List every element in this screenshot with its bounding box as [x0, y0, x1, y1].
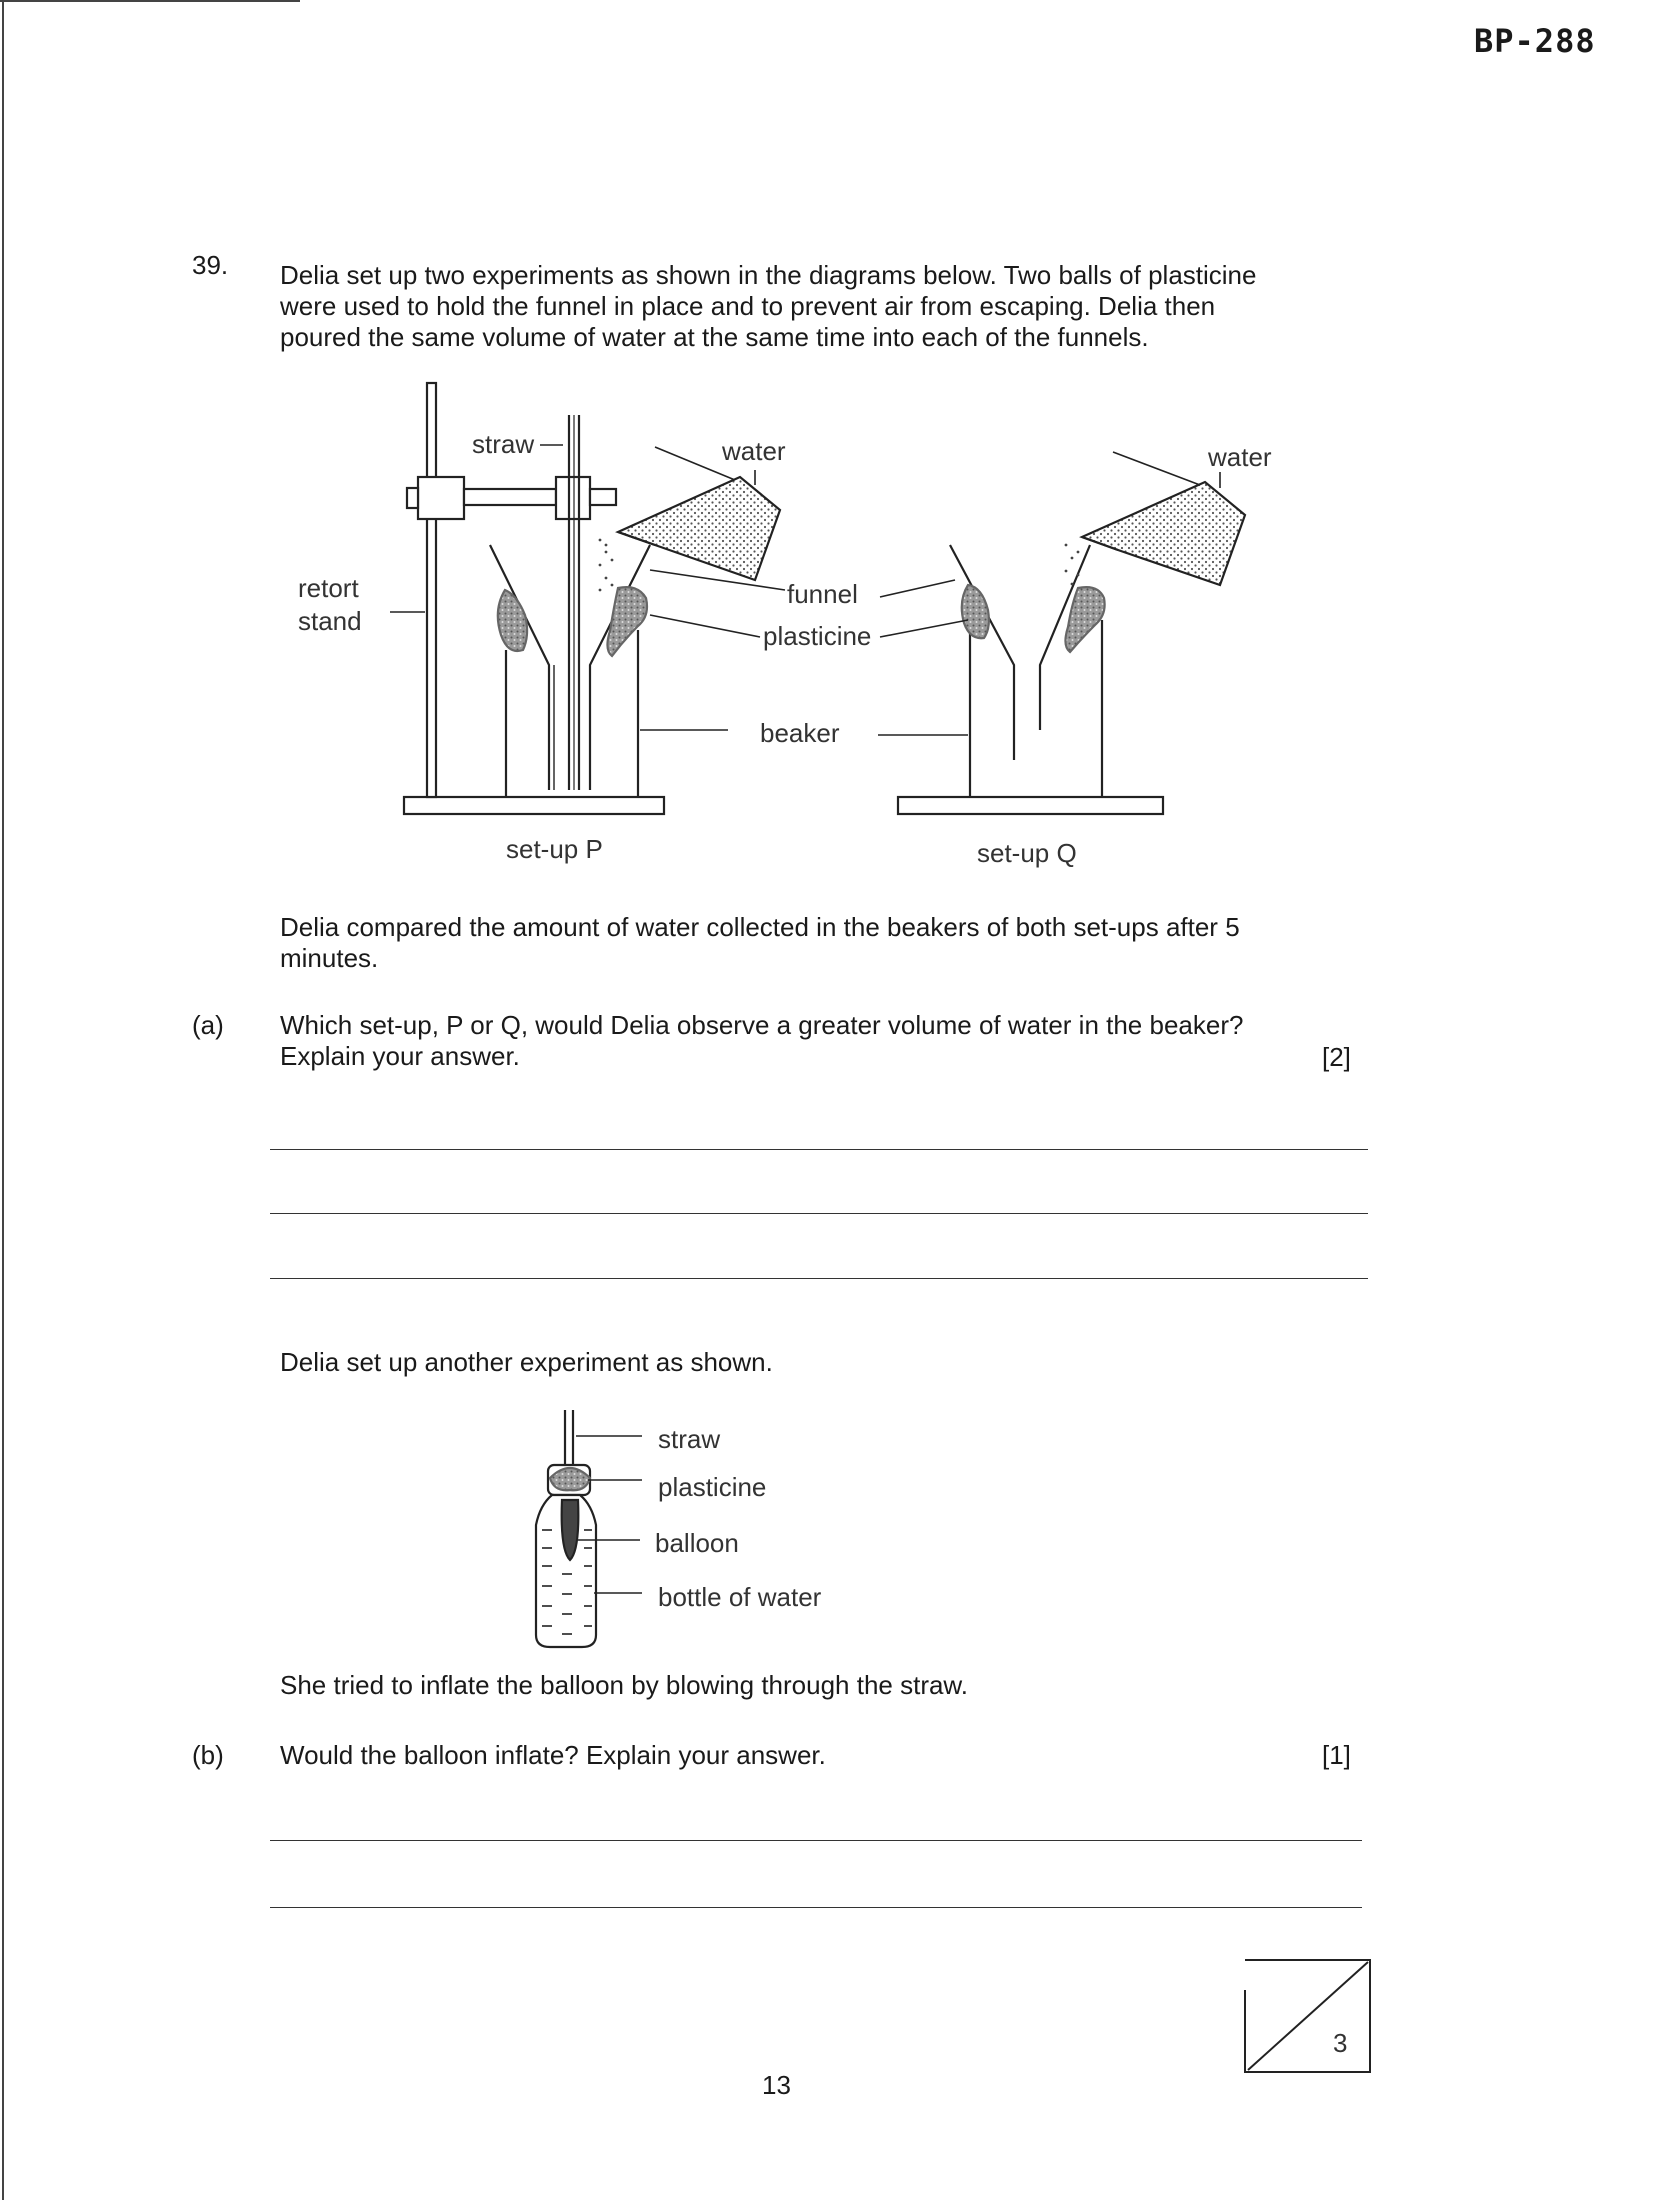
label-bottle-water: bottle of water — [658, 1582, 822, 1612]
funnel-q — [950, 545, 1014, 760]
plasticine-leader-q — [880, 620, 968, 637]
label-setup-p: set-up P — [506, 834, 603, 864]
plasticine-p-right — [607, 587, 647, 656]
balloon — [562, 1500, 579, 1560]
setup-q-diagram — [878, 452, 1245, 814]
label-retort: retort — [298, 573, 359, 603]
another-experiment-text: Delia set up another experiment as shown. — [280, 1347, 773, 1377]
pouring-beaker-q — [1082, 482, 1245, 585]
score-box-value: 3 — [1333, 2028, 1348, 2058]
label-bottle-straw: straw — [658, 1424, 721, 1454]
answer-line-a-2[interactable] — [270, 1213, 1368, 1214]
page-code: BP-288 — [1474, 22, 1596, 60]
label-water-p: water — [722, 436, 786, 466]
tried-text: She tried to inflate the balloon by blowing through the straw. — [280, 1670, 968, 1700]
funnel-leader-q — [880, 580, 955, 597]
answer-line-b-1[interactable] — [270, 1840, 1362, 1841]
label-stand: stand — [298, 606, 362, 636]
plasticine-leader-p — [650, 615, 760, 637]
intro-line-2: were used to hold the funnel in place and to prevent air from escaping. Delia then — [280, 291, 1216, 321]
part-a-line-2: Explain your answer. — [280, 1041, 520, 1071]
label-straw: straw — [472, 429, 535, 459]
label-setup-q: set-up Q — [977, 838, 1077, 868]
plasticine-q-right — [1065, 587, 1104, 652]
falling-water-p — [599, 539, 614, 592]
compare-line-1: Delia compared the amount of water collected in the beakers of both set-ups after 5 — [280, 912, 1240, 942]
compare-line-2: minutes. — [280, 943, 379, 973]
answer-line-a-1[interactable] — [270, 1149, 1368, 1150]
intro-line-3: poured the same volume of water at the same time into each of the funnels. — [280, 322, 1149, 352]
part-a-marks: [2] — [1322, 1042, 1351, 1072]
bottle-diagram — [536, 1410, 642, 1647]
label-beaker: beaker — [760, 718, 840, 748]
label-bottle-balloon: balloon — [655, 1528, 739, 1558]
pouring-beaker-p — [618, 477, 780, 580]
clamp-boss-left — [418, 477, 464, 519]
falling-water-q — [1065, 544, 1080, 586]
part-a-line-1: Which set-up, P or Q, would Delia observe a greater volume of water in the beaker? — [280, 1010, 1244, 1040]
part-a-label: (a) — [192, 1010, 224, 1040]
part-a-question — [280, 1010, 1380, 1072]
label-plasticine: plasticine — [763, 621, 872, 651]
clamp-boss-right — [556, 477, 590, 519]
answer-line-b-2[interactable] — [270, 1907, 1362, 1908]
question-number: 39. — [192, 250, 229, 280]
intro-line-1: Delia set up two experiments as shown in the diagrams below. Two balls of plasticine — [280, 260, 1257, 290]
label-funnel: funnel — [787, 579, 858, 609]
answer-line-a-3[interactable] — [270, 1278, 1368, 1279]
compare-text — [280, 912, 1380, 974]
retort-stand-rod — [427, 383, 436, 797]
part-b-question: Would the balloon inflate? Explain your answer. — [280, 1740, 826, 1770]
part-b-label: (b) — [192, 1740, 224, 1770]
page-number: 13 — [762, 2070, 791, 2100]
base-q — [898, 797, 1163, 814]
plasticine-q-left — [962, 585, 989, 638]
score-box — [1245, 1960, 1370, 2072]
water-leader-q — [1113, 452, 1200, 485]
funnel-p — [490, 545, 549, 790]
plasticine-p-left — [498, 590, 527, 651]
label-water-q: water — [1208, 442, 1272, 472]
clamp-arm — [464, 489, 556, 505]
part-b-marks: [1] — [1322, 1740, 1351, 1770]
retort-stand-base — [404, 797, 664, 814]
funnel-leader-p — [650, 570, 785, 590]
label-bottle-plasticine: plasticine — [658, 1472, 767, 1502]
